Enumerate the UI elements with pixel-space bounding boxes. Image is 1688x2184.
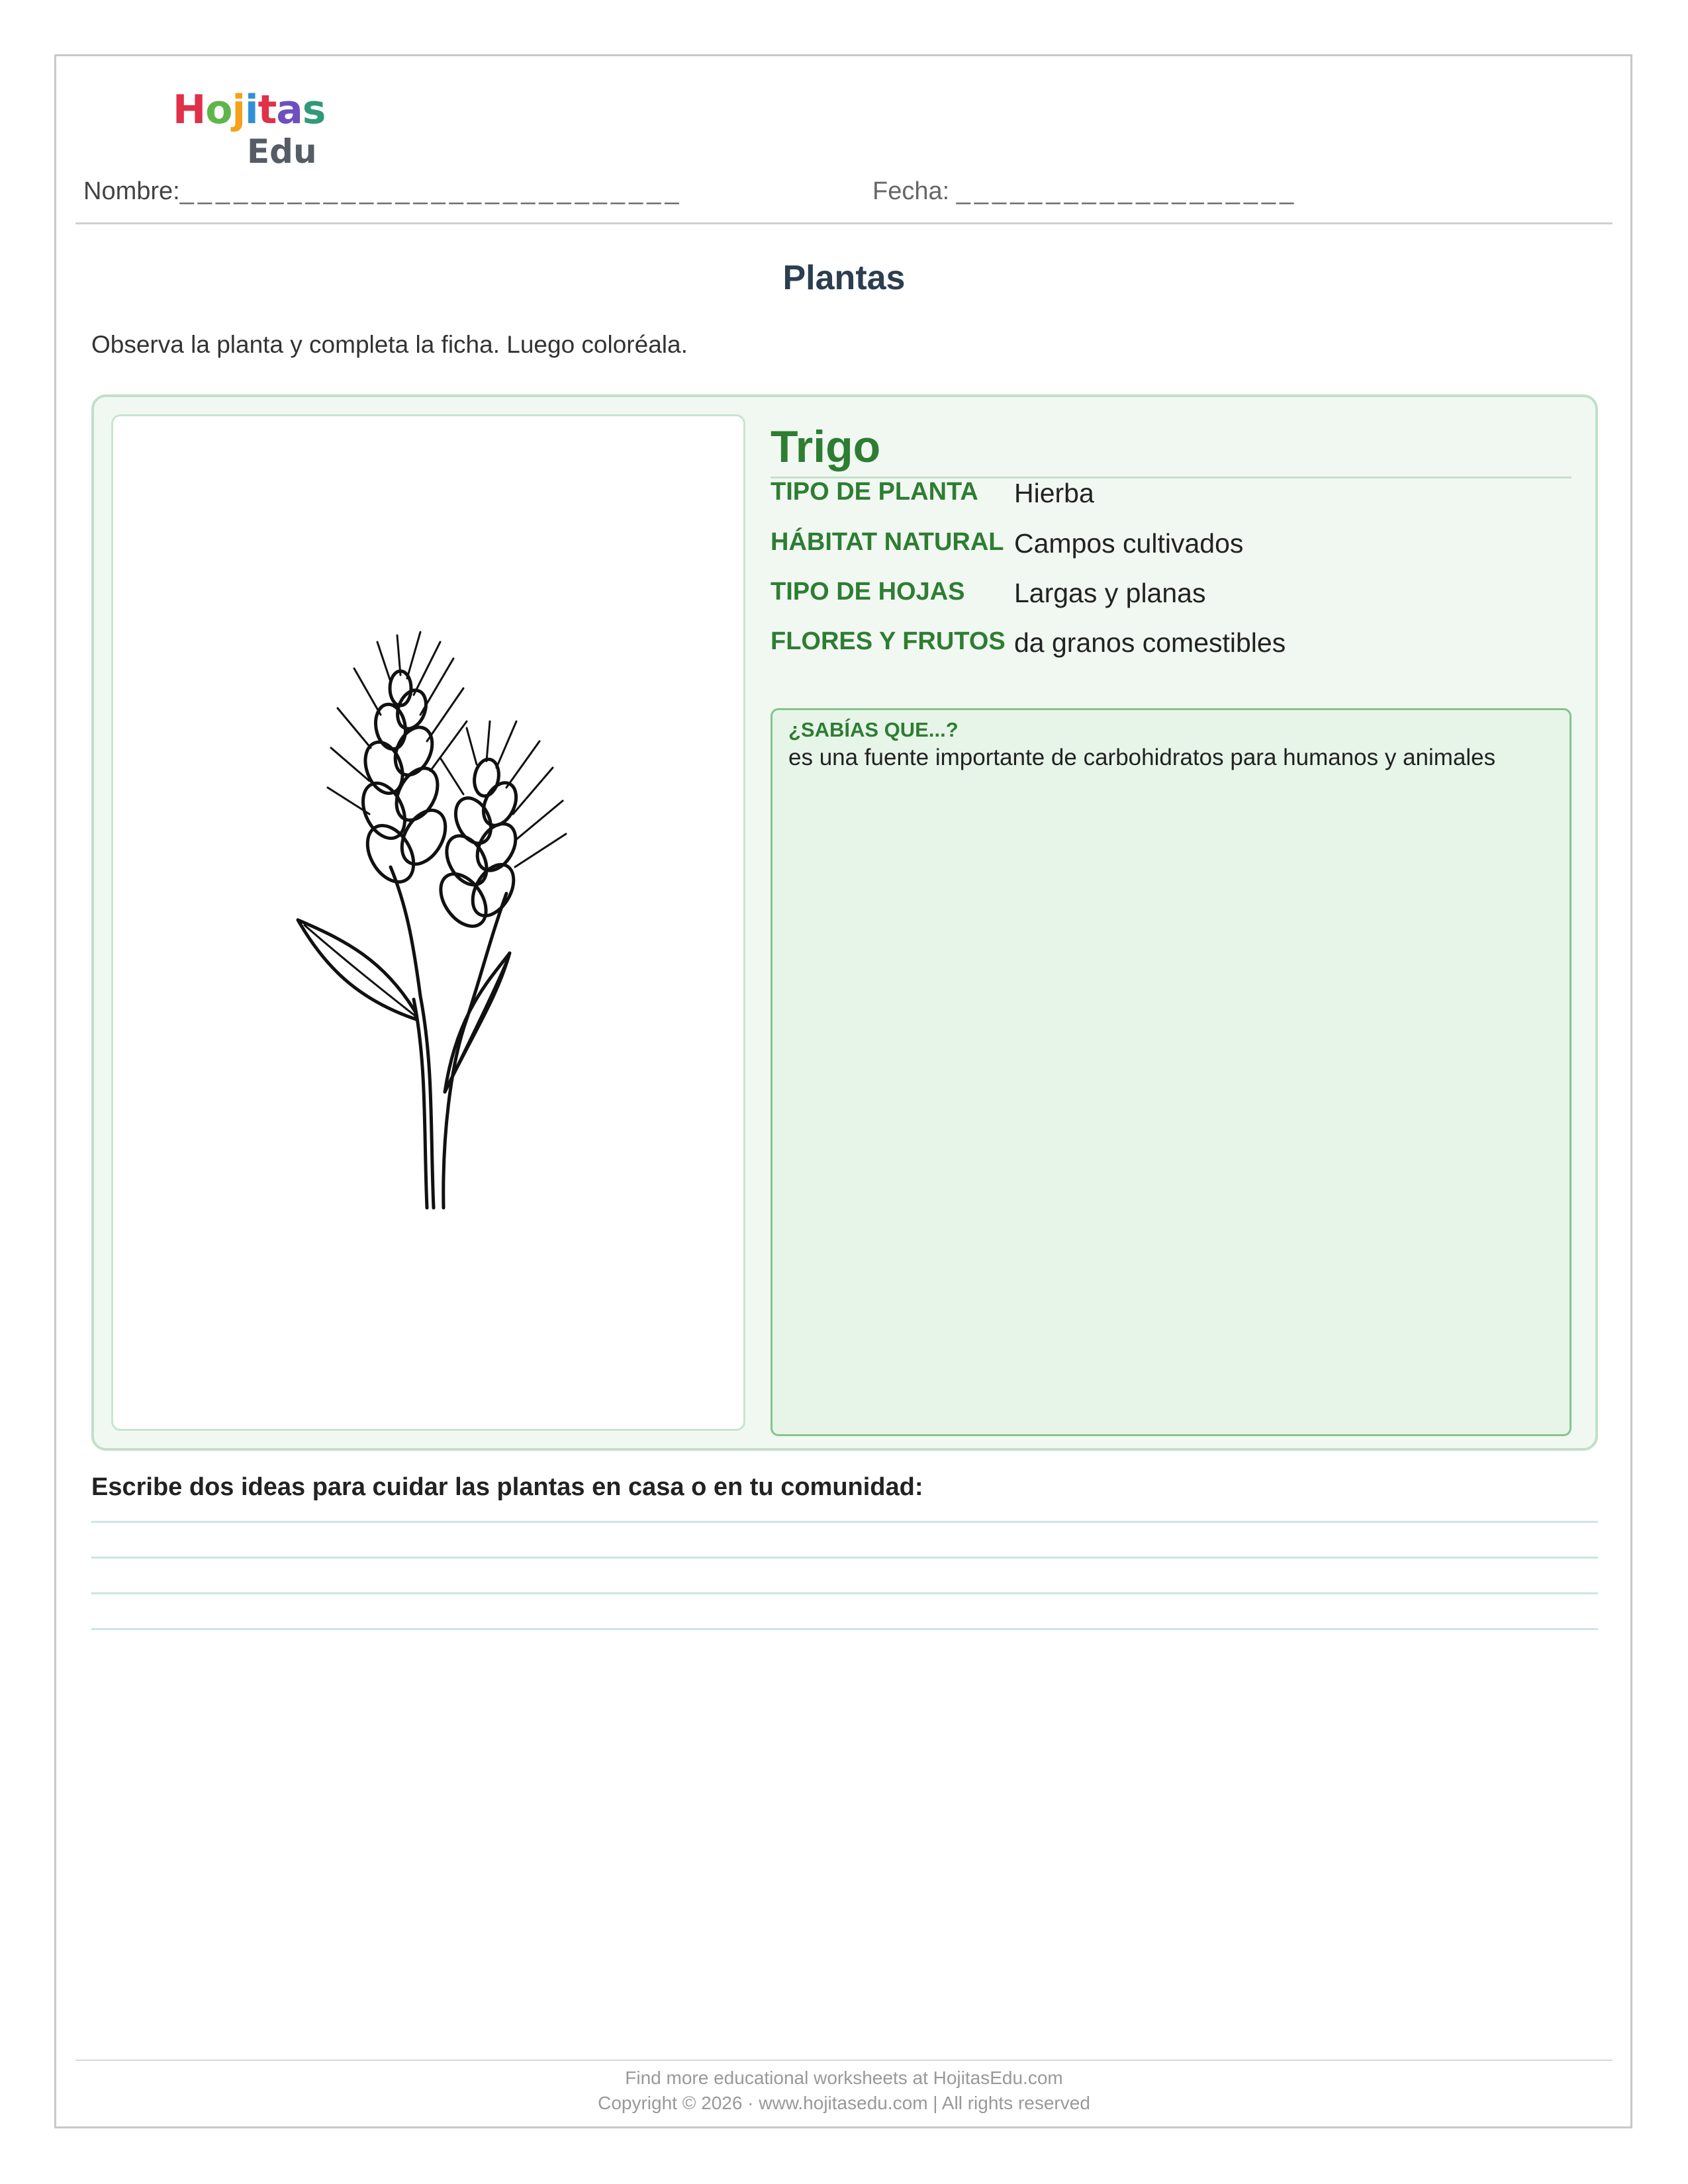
hojitas-edu-logo	[169, 86, 326, 172]
date-field[interactable]	[872, 177, 1297, 206]
fact-label-plant-type: TIPO DE PLANTA	[771, 478, 978, 506]
instruction-text: Observa la planta y completa la ficha. Luego coloréala.	[91, 331, 688, 358]
writing-line[interactable]	[91, 1557, 1598, 1559]
fact-label-leaf-type: TIPO DE HOJAS	[771, 578, 965, 606]
writing-line[interactable]	[91, 1592, 1598, 1594]
plant-name: Trigo	[771, 422, 881, 472]
fact-label-flowers-fruits: FLORES Y FRUTOS	[771, 627, 1006, 655]
fact-value-plant-type: Hierba	[1014, 478, 1094, 508]
writing-line[interactable]	[91, 1521, 1598, 1523]
fact-value-habitat: Campos cultivados	[1014, 528, 1244, 559]
logo-subtitle: Edu	[247, 132, 317, 171]
did-you-know-box	[771, 708, 1571, 1436]
writing-line[interactable]	[91, 1628, 1598, 1630]
header-divider	[75, 222, 1613, 224]
name-label: Nombre:	[83, 177, 180, 205]
name-field[interactable]	[83, 177, 682, 206]
footer-promo: Find more educational worksheets at HojitasEdu.com	[625, 2068, 1063, 2088]
fact-label-habitat: HÁBITAT NATURAL	[771, 528, 1004, 556]
did-you-know-title: ¿SABÍAS QUE...?	[788, 718, 959, 741]
date-blank[interactable]: ___________________	[956, 177, 1298, 205]
page-title: Plantas	[782, 259, 906, 297]
footer-copyright: Copyright © 2026 · www.hojitasedu.com | All rights reserved	[598, 2093, 1090, 2113]
writing-prompt: Escribe dos ideas para cuidar las plantas en casa o en tu comunidad:	[91, 1473, 923, 1501]
did-you-know-text: es una fuente importante de carbohidratos para humanos y animales	[788, 745, 1496, 770]
footer-divider	[75, 2060, 1613, 2061]
fact-value-flowers-fruits: da granos comestibles	[1014, 627, 1286, 658]
name-blank[interactable]: ____________________________	[179, 177, 683, 205]
fact-value-leaf-type: Largas y planas	[1014, 578, 1206, 608]
wheat-drawing-icon	[291, 629, 602, 1211]
logo-wordmark: Hojitas	[173, 87, 326, 133]
date-label: Fecha:	[872, 177, 950, 205]
